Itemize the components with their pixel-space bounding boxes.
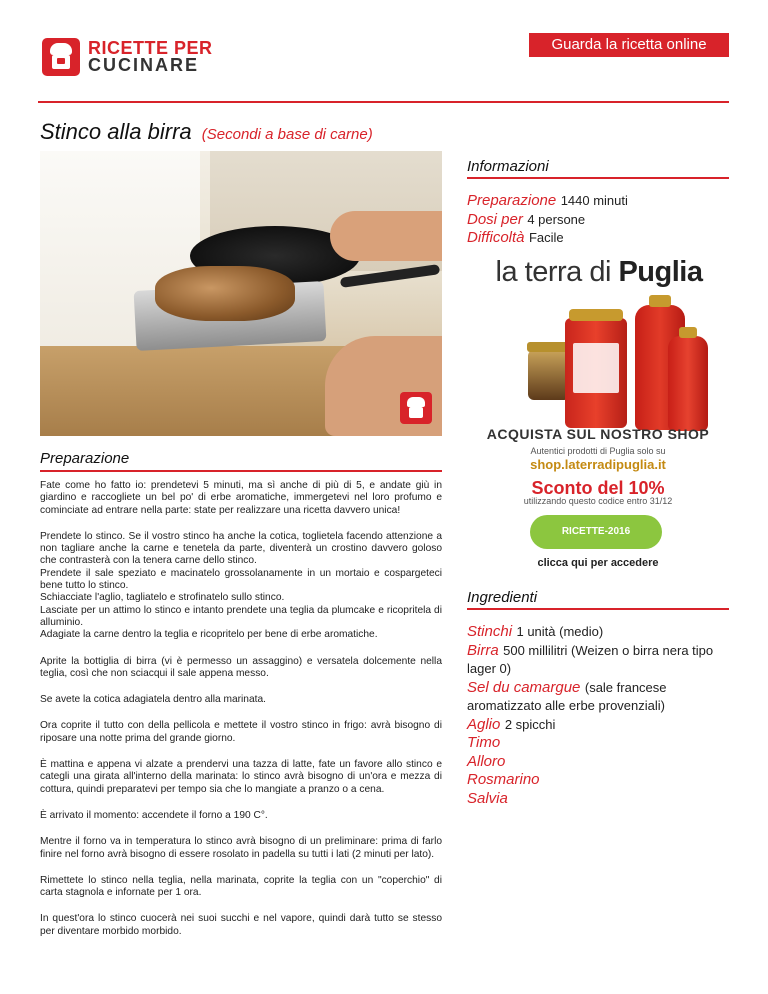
ingredient-item bbox=[467, 679, 729, 716]
promo-code-button[interactable]: RICETTE-2016 bbox=[530, 515, 662, 549]
info-value: Facile bbox=[528, 230, 564, 245]
product-bottle-small bbox=[668, 336, 708, 431]
preparation-divider bbox=[40, 470, 442, 472]
product-jar-small bbox=[528, 350, 570, 400]
info-preparazione bbox=[467, 192, 628, 211]
ad-shop-subtitle: Autentici prodotti di Puglia solo su bbox=[530, 446, 666, 456]
ingredient-item bbox=[467, 753, 729, 772]
ingredient-name[interactable]: Aglio bbox=[467, 715, 501, 733]
info-value: 4 persone bbox=[527, 211, 586, 227]
prep-paragraph: Ora coprite il tutto con della pellicola e mettete il vostro stinco in frigo: avrà bisogno di riposare una notte prima del grande giorno. bbox=[40, 720, 442, 744]
recipe-photo bbox=[40, 151, 442, 436]
info-label: Dosi per bbox=[467, 210, 523, 228]
ingredient-name[interactable]: Stinchi bbox=[467, 623, 513, 640]
prep-paragraph: Prendete il sale speziato e macinatelo grossolanamente in un mortaio e cospargeteci bene tutto lo stinco. bbox=[40, 567, 442, 592]
ad-shop-url[interactable]: shop.laterradipuglia.it bbox=[530, 457, 666, 472]
shop-advert[interactable] bbox=[467, 250, 729, 580]
info-label: Preparazione bbox=[467, 192, 557, 209]
ingredient-item bbox=[467, 771, 729, 790]
ad-brand bbox=[481, 256, 717, 289]
prep-paragraph: Lasciate per un attimo lo stinco e intanto prendete una teglia da plumcake e ricopritela di alluminio. bbox=[40, 604, 442, 628]
product-jar-pelati bbox=[565, 318, 627, 428]
ingredients-list bbox=[467, 623, 729, 808]
info-difficolta bbox=[467, 229, 628, 248]
info-dosi bbox=[467, 211, 628, 230]
recipe-title bbox=[40, 119, 373, 145]
ingredient-name[interactable]: Salvia bbox=[467, 789, 508, 807]
ingredients-heading: Ingredienti bbox=[467, 589, 538, 606]
view-online-button[interactable]: Guarda la ricetta online bbox=[529, 33, 729, 57]
ingredient-name[interactable]: Sel du camargue bbox=[467, 678, 581, 696]
site-logo[interactable] bbox=[42, 38, 213, 76]
ad-brand-bold: Puglia bbox=[618, 256, 703, 288]
preparation-heading: Preparazione bbox=[40, 450, 130, 467]
info-label: Difficoltà bbox=[467, 229, 525, 246]
prep-paragraph: Rimettete lo stinco nella teglia, nella marinata, coprite la teglia con un "coperchio" di carta stagnola e infornate per 1 ora. bbox=[40, 874, 442, 899]
prep-paragraph: Schiacciate l'aglio, tagliatelo e strofinatelo sullo stinco. bbox=[40, 592, 285, 604]
ad-code-note: utilizzando questo codice entro 31/12 bbox=[523, 496, 673, 506]
ingredient-item bbox=[467, 716, 729, 735]
prep-paragraph: Se avete la cotica adagiatela dentro alla marinata. bbox=[40, 694, 266, 706]
prep-paragraph: Mentre il forno va in temperatura lo stinco avrà bisogno di un preliminare: prima di farlo finire nel forno avrà bisogno di essere rosolato in padella su tutti i lati (2 minuti per lato). bbox=[40, 836, 442, 860]
ad-brand-light: la terra di bbox=[495, 256, 611, 288]
ingredient-qty: 2 spicchi bbox=[504, 716, 556, 732]
ingredients-divider bbox=[467, 608, 729, 610]
info-block bbox=[467, 192, 628, 248]
ingredient-qty: (sale francese aromatizzato alle erbe provenziali) bbox=[467, 679, 667, 713]
prep-paragraph: Fate come ho fatto io: prendetevi 5 minuti, ma sì anche di più di 5, e andate giù in giardino e raccogliete un bel po' di erbe aromatiche, immergetevi nel loro profumo e cominciate ad entrare nella parte: state per realizzare una ricetta davvero unica! bbox=[40, 480, 442, 516]
ad-shop-title: ACQUISTA SUL NOSTRO SHOP bbox=[486, 426, 710, 442]
recipe-name: Stinco alla birra bbox=[40, 119, 192, 144]
ingredient-item bbox=[467, 790, 729, 809]
header-divider bbox=[38, 101, 729, 103]
ingredient-name[interactable]: Alloro bbox=[467, 752, 506, 770]
prep-paragraph: Adagiate la carne dentro la teglia e ricopritelo per bene di erbe aromatiche. bbox=[40, 629, 378, 641]
ad-access-link[interactable]: clicca qui per accedere bbox=[537, 557, 659, 569]
ingredient-qty: 500 millilitri (Weizen o birra nera tipo lager 0) bbox=[467, 642, 714, 676]
prep-paragraph: Prendete lo stinco. Se il vostro stinco ha anche la cotica, toglietela facendo attenzione a non tagliare anche la carne e tenetela da parte, diventerà un crostino davvero goloso che contrasterà con la tenera carne dello stinco. bbox=[40, 530, 442, 567]
ingredient-qty: 1 unità (medio) bbox=[516, 624, 604, 639]
logo-text bbox=[88, 40, 213, 74]
ingredient-name[interactable]: Rosmarino bbox=[467, 771, 540, 788]
ingredient-item bbox=[467, 623, 729, 642]
prep-paragraph: Aprite la bottiglia di birra (vi è permesso un assaggino) e versatela dolcemente nella teglia, così che non sciacqui il sale appena messo. bbox=[40, 655, 442, 679]
ingredient-name[interactable]: Birra bbox=[467, 641, 499, 659]
prep-paragraph: È mattina e appena vi alzate a prendervi una tazza di latte, fate un favore allo stinco e categli una girata all'interno della marinata: lo stinco avrà bisogno di un'ora e mezza di cottura, quindi preparatevi per tempo sia che lo mangiate a pranzo o a cena. bbox=[40, 759, 442, 795]
ingredient-item bbox=[467, 734, 729, 753]
preparation-text bbox=[40, 480, 442, 952]
ad-discount: Sconto del 10% bbox=[531, 478, 665, 498]
ingredient-name[interactable]: Timo bbox=[467, 734, 501, 751]
ingredient-item bbox=[467, 642, 729, 679]
logo-line1: RICETTE PER bbox=[88, 38, 213, 58]
chef-badge-icon bbox=[400, 392, 432, 424]
prep-paragraph: È arrivato il momento: accendete il forno a 190 C°. bbox=[40, 809, 268, 821]
info-value: 1440 minuti bbox=[560, 193, 628, 208]
prep-paragraph: In quest'ora lo stinco cuocerà nei suoi succhi e nel vapore, quindi darà tutto se stesso per diventare morbido morbido. bbox=[40, 913, 442, 937]
logo-line2: CUCINARE bbox=[88, 55, 200, 75]
recipe-category: (Secondi a base di carne) bbox=[201, 126, 373, 143]
chef-hat-icon bbox=[42, 38, 80, 76]
info-heading: Informazioni bbox=[467, 158, 549, 175]
info-divider bbox=[467, 177, 729, 179]
